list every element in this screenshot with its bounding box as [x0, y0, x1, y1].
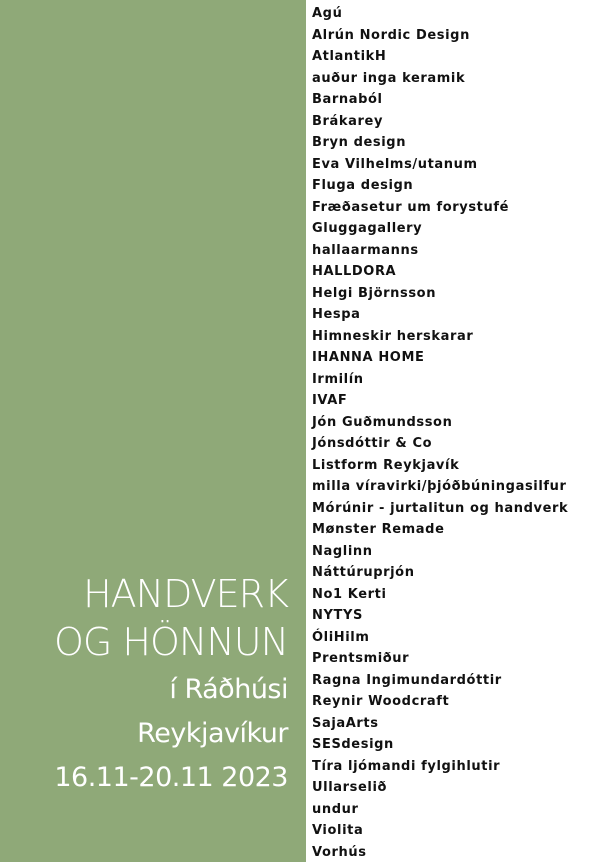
event-venue-line-2: Reykjavíkur: [137, 718, 288, 749]
vendor-item: No1 Kerti: [312, 586, 387, 602]
vendor-item: Naglinn: [312, 543, 373, 559]
vendor-item: Ragna Ingimundardóttir: [312, 672, 502, 688]
vendor-item: Barnaból: [312, 92, 383, 107]
vendor-item: NYTYS: [312, 608, 363, 623]
vendor-item: Gluggagallery: [312, 221, 423, 236]
vendor-item: IHANNA HOME: [312, 350, 425, 365]
vendor-item: Jón Guðmundsson: [312, 414, 453, 430]
vendor-item: Brákarey: [312, 113, 384, 129]
vendor-item: Fræðasetur um forystufé: [312, 199, 510, 215]
vendor-item: Mønster Remade: [312, 522, 445, 537]
vendor-item: Fluga design: [312, 178, 414, 193]
vendor-item: Hespa: [312, 307, 361, 322]
vendor-item: Náttúruprjón: [312, 565, 415, 580]
vendor-item: ÓliHilm: [312, 629, 370, 645]
vendor-item: Jónsdóttir & Co: [312, 436, 433, 451]
vendor-item: SESdesign: [312, 737, 394, 752]
vendor-item: Irmilín: [312, 371, 364, 387]
vendor-item: AtlantikH: [312, 49, 387, 64]
vendor-item: HALLDORA: [312, 264, 397, 279]
vendor-item: hallaarmanns: [312, 242, 419, 258]
vendor-item: undur: [312, 801, 359, 817]
vendor-item: auður inga keramik: [312, 70, 466, 86]
event-title-line-2: OG HÖNNUN: [53, 620, 288, 664]
event-venue-line-1: í Ráðhúsi: [169, 674, 288, 705]
event-title-line-1: HANDVERK: [83, 572, 288, 616]
vendor-item: Bryn design: [312, 135, 407, 150]
vendor-item: IVAF: [312, 393, 348, 408]
vendor-item: Helgi Björnsson: [312, 285, 437, 301]
vendor-item: Listform Reykjavík: [312, 457, 460, 473]
vendor-item: Himneskir herskarar: [312, 328, 474, 344]
vendor-item: milla víravirki/þjóðbúningasilfur: [312, 479, 567, 494]
vendor-item: Mórúnir - jurtalitun og handverk: [312, 500, 569, 516]
event-title-block: [54, 572, 288, 800]
vendor-item: Ullarselið: [312, 780, 388, 795]
vendor-item: Eva Vilhelms/utanum: [312, 156, 478, 172]
vendor-list: [312, 3, 568, 862]
vendor-item: Tíra ljómandi fylgihlutir: [312, 758, 501, 774]
vendor-item: Alrún Nordic Design: [312, 27, 470, 43]
vendor-item: Vorhús: [312, 844, 367, 860]
vendor-item: SajaArts: [312, 715, 379, 731]
event-dates: 16.11-20.11 2023: [54, 762, 288, 793]
vendor-item: Prentsmiður: [312, 651, 410, 666]
vendor-item: Reynir Woodcraft: [312, 694, 450, 709]
vendor-item: Agú: [312, 6, 343, 21]
vendor-item: Violita: [312, 823, 364, 838]
